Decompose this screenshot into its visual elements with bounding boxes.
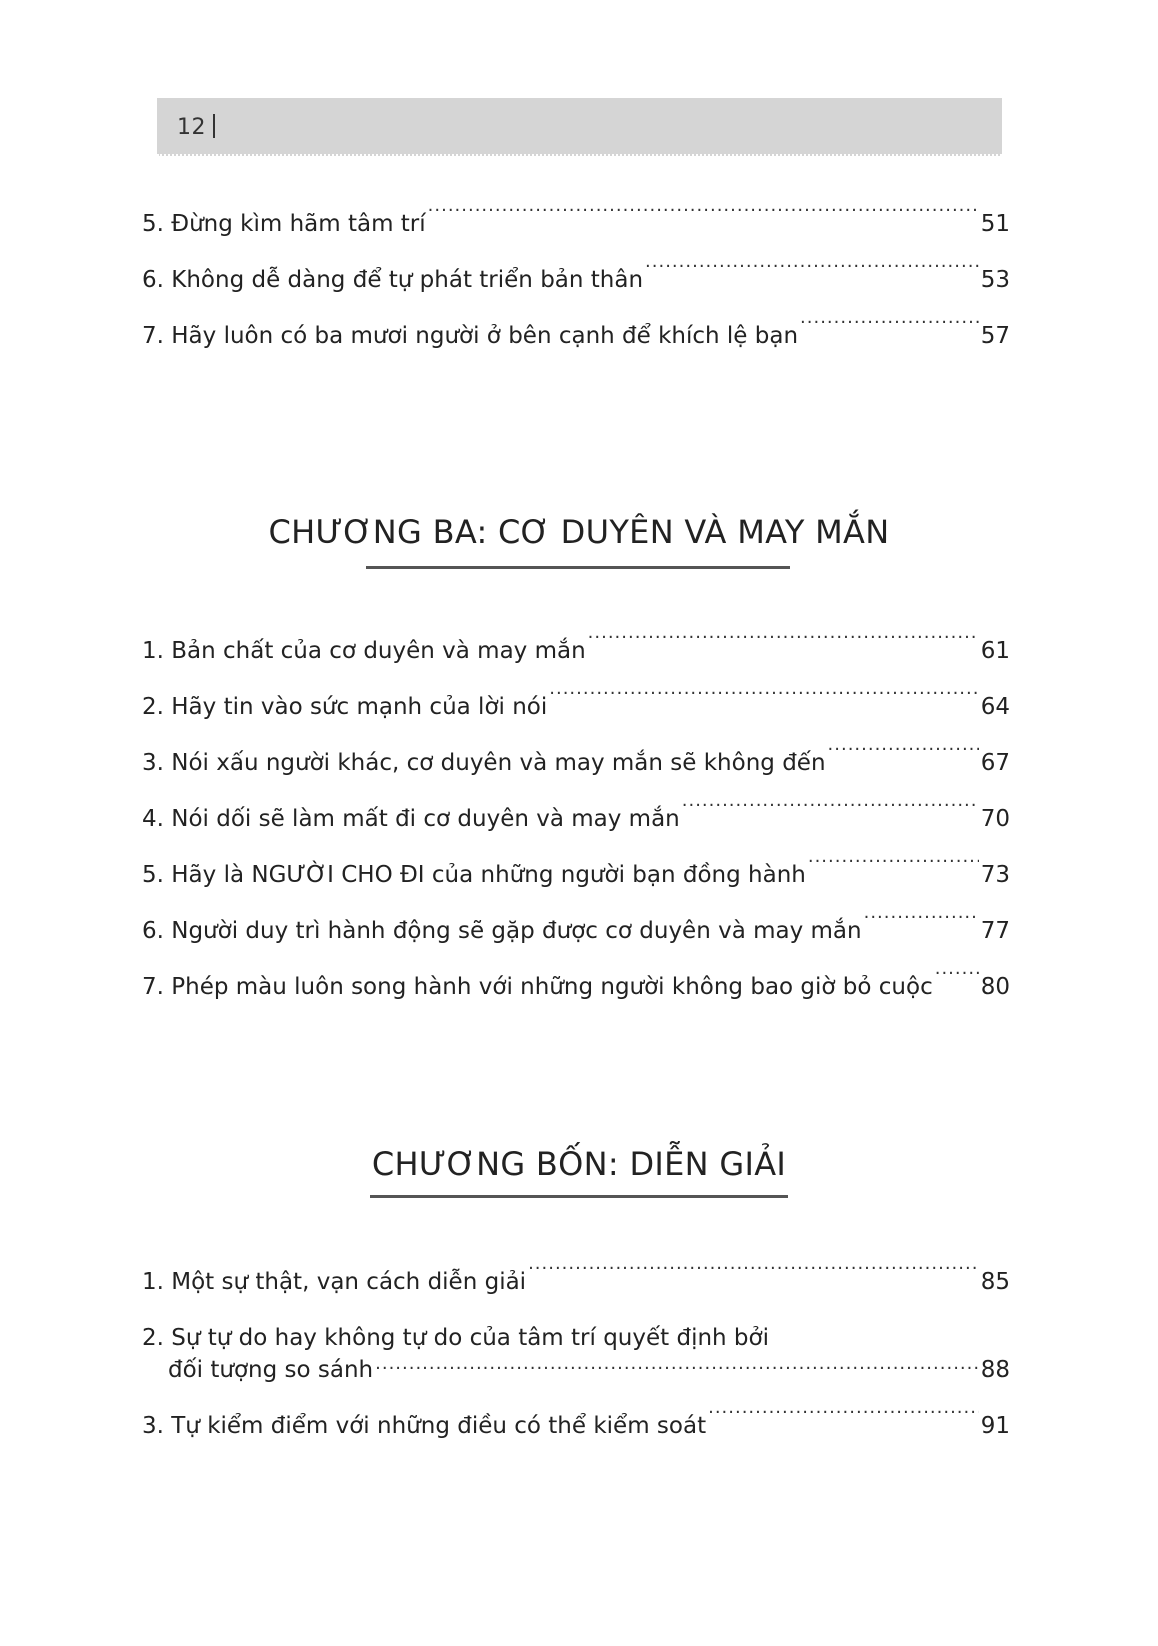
dot-leader: [800, 320, 979, 343]
toc-entry-page: 53: [980, 267, 1010, 293]
header-separator: [213, 114, 215, 138]
dot-leader: [645, 264, 979, 287]
toc-entry-title: 1. Bản chất của cơ duyên và may mắn: [142, 638, 586, 664]
toc-entry-page: 57: [980, 323, 1010, 349]
dot-leader: [708, 1410, 979, 1433]
toc-entry[interactable]: [142, 847, 1010, 903]
toc-entry-title-line2: đối tượng so sánh: [168, 1357, 374, 1383]
toc-entry-title: 7. Hãy luôn có ba mươi người ở bên cạnh để khích lệ bạn: [142, 323, 799, 349]
toc-entry-page: 77: [980, 918, 1010, 944]
dot-leader: [682, 803, 979, 826]
toc-entry-multiline[interactable]: [142, 1310, 1010, 1398]
toc-entry-title-line1: 2. Sự tự do hay không tự do của tâm trí quyết định bởi: [142, 1325, 769, 1351]
dot-leader: [808, 859, 979, 882]
chapter-three-underline: [366, 566, 790, 569]
toc-entry-title: 6. Không dễ dàng để tự phát triển bản thân: [142, 267, 644, 293]
toc-entry-page: 64: [980, 694, 1010, 720]
toc-entry-title: 4. Nói dối sẽ làm mất đi cơ duyên và may mắn: [142, 806, 680, 832]
dot-leader: [428, 208, 979, 231]
page-number: 12: [177, 115, 206, 140]
toc-entry-title: 5. Đừng kìm hãm tâm trí: [142, 211, 426, 237]
dot-leader: [588, 635, 979, 658]
dot-leader: [828, 747, 979, 770]
dot-leader: [528, 1266, 979, 1289]
toc-entry-title: 2. Hãy tin vào sức mạnh của lời nói: [142, 694, 548, 720]
dot-leader: [375, 1354, 979, 1377]
toc-section-continued: [142, 196, 1010, 364]
toc-entry[interactable]: [142, 903, 1010, 959]
toc-entry-title: 5. Hãy là NGƯỜI CHO ĐI của những người bạn đồng hành: [142, 862, 806, 888]
toc-entry-page: 67: [980, 750, 1010, 776]
toc-chapter-four: [142, 1254, 1010, 1454]
toc-entry-page: 51: [980, 211, 1010, 237]
toc-entry[interactable]: [142, 735, 1010, 791]
toc-chapter-three: [142, 623, 1010, 1015]
dot-leader: [549, 691, 978, 714]
chapter-four-heading: CHƯƠNG BỐN: DIỄN GIẢI: [371, 1145, 787, 1183]
toc-entry-page: 73: [980, 862, 1010, 888]
toc-entry[interactable]: [142, 679, 1010, 735]
toc-entry-title: 3. Nói xấu người khác, cơ duyên và may mắn sẽ không đến: [142, 750, 826, 776]
toc-entry-page: 80: [980, 974, 1010, 1000]
toc-entry-page: 70: [980, 806, 1010, 832]
toc-entry-page: 61: [980, 638, 1010, 664]
dot-leader: [935, 971, 979, 994]
toc-entry[interactable]: [142, 1398, 1010, 1454]
toc-entry-title: 1. Một sự thật, vạn cách diễn giải: [142, 1269, 527, 1295]
toc-entry[interactable]: [142, 308, 1010, 364]
toc-entry[interactable]: [142, 623, 1010, 679]
toc-entry-title: 7. Phép màu luôn song hành với những người không bao giờ bỏ cuộc: [142, 974, 933, 1000]
chapter-four-underline: [370, 1195, 788, 1198]
toc-entry-page: 88: [980, 1357, 1010, 1383]
chapter-three-heading: CHƯƠNG BA: CƠ DUYÊN VÀ MAY MẮN: [268, 513, 890, 551]
toc-entry[interactable]: [142, 196, 1010, 252]
toc-entry[interactable]: [142, 1254, 1010, 1310]
toc-entry[interactable]: [142, 959, 1010, 1015]
toc-entry-page: 85: [980, 1269, 1010, 1295]
toc-entry[interactable]: [142, 791, 1010, 847]
toc-entry[interactable]: [142, 252, 1010, 308]
toc-entry-title: 3. Tự kiểm điểm với những điều có thể kiểm soát: [142, 1413, 707, 1439]
toc-entry-title: 6. Người duy trì hành động sẽ gặp được cơ duyên và may mắn: [142, 918, 862, 944]
toc-entry-continuation: [142, 1354, 1010, 1386]
running-header: [157, 98, 1002, 156]
toc-entry-page: 91: [980, 1413, 1010, 1439]
dot-leader: [864, 915, 979, 938]
